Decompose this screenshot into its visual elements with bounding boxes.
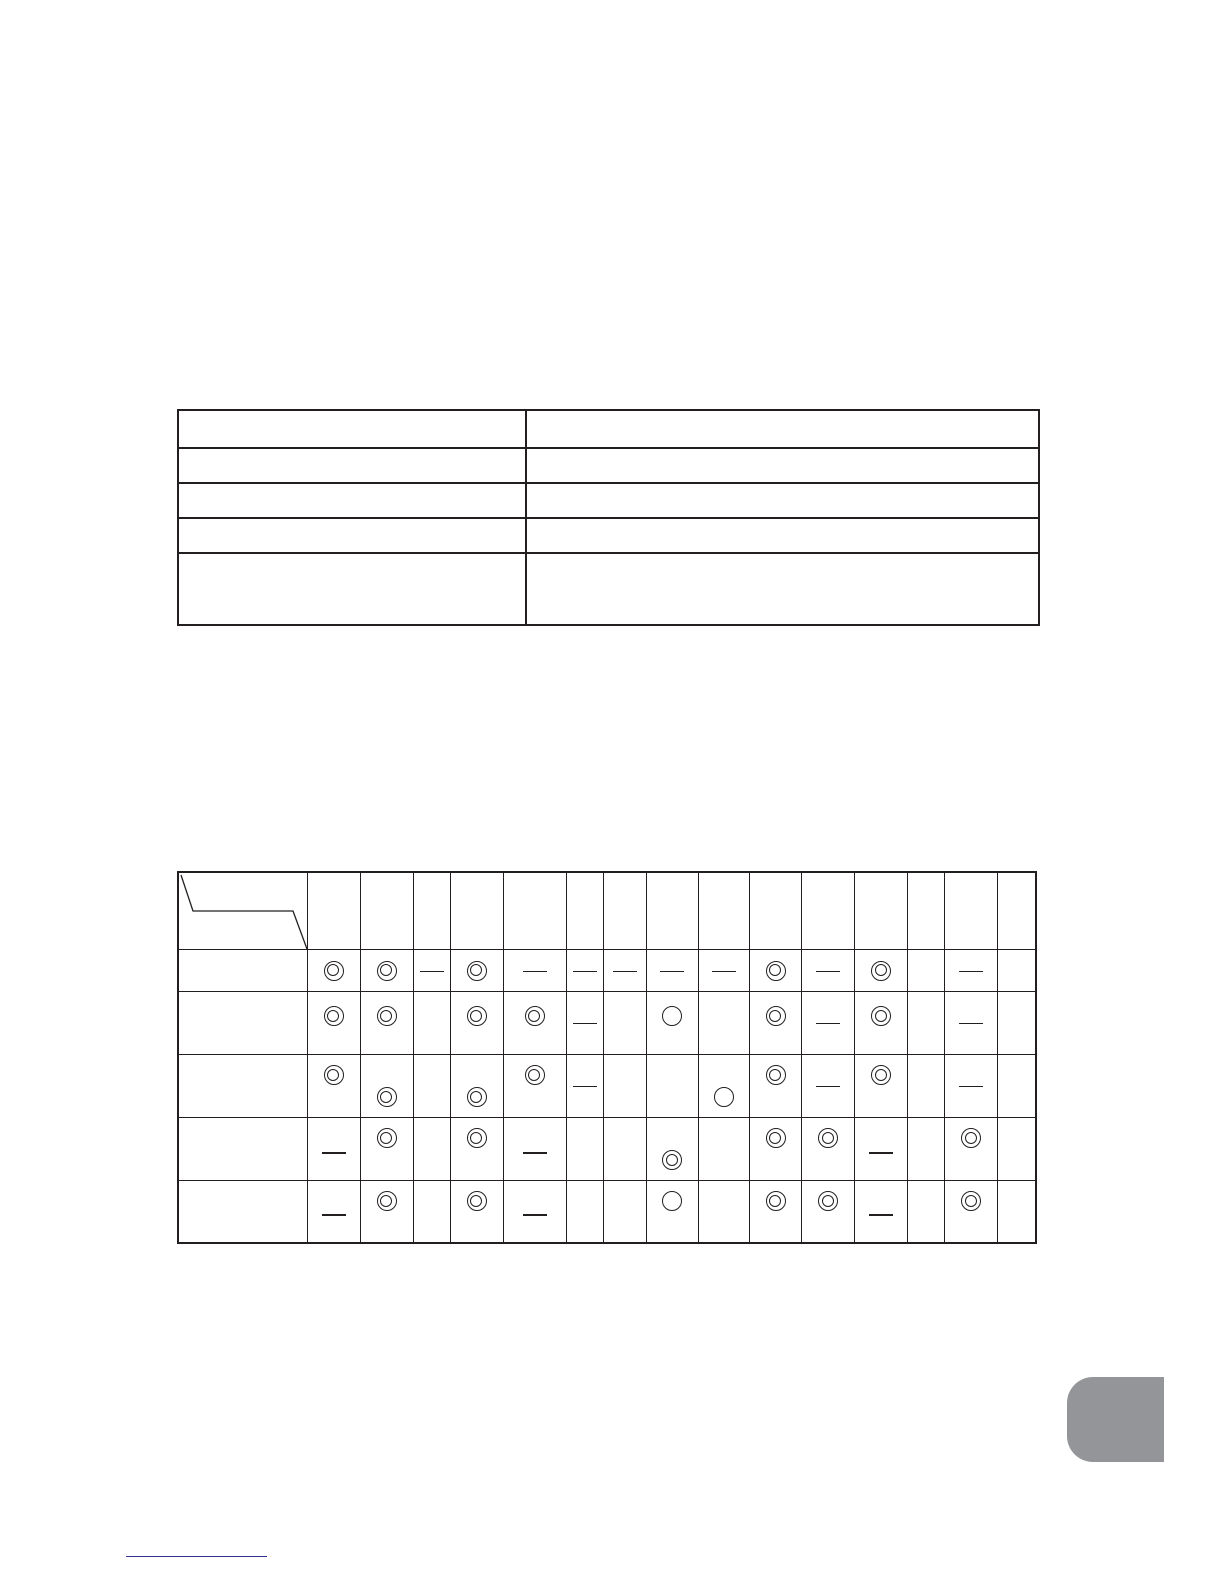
matrix-cell [750, 1055, 802, 1118]
matrix-cell [699, 992, 750, 1055]
spec-row [178, 410, 1039, 448]
double-circle-icon [818, 1191, 838, 1211]
matrix-cell [413, 1118, 450, 1181]
single-circle-icon [714, 1087, 734, 1107]
double-circle-icon [871, 1065, 891, 1085]
matrix-cell [413, 1181, 450, 1244]
matrix-cell [908, 950, 945, 992]
matrix-cell [450, 950, 503, 992]
matrix-cell [699, 1118, 750, 1181]
dash-icon [869, 1214, 893, 1216]
matrix-header-cell [646, 872, 698, 950]
double-circle-icon [467, 1128, 487, 1148]
matrix-cell [503, 950, 566, 992]
spec-row [178, 553, 1039, 625]
spec-label-cell [178, 483, 526, 518]
double-circle-icon [871, 961, 891, 981]
single-circle-icon [662, 1191, 682, 1211]
matrix-cell [307, 1181, 360, 1244]
matrix-cell [855, 1181, 908, 1244]
matrix-cell [699, 950, 750, 992]
matrix-row-label [178, 1181, 307, 1244]
matrix-cell [646, 1118, 698, 1181]
matrix-cell [360, 992, 413, 1055]
matrix-header-cell [503, 872, 566, 950]
matrix-cell [603, 1181, 646, 1244]
dash-icon [573, 1086, 597, 1087]
matrix-cell [802, 1118, 855, 1181]
matrix-cell [945, 1118, 998, 1181]
matrix-cell [360, 1055, 413, 1118]
matrix-row [178, 950, 1036, 992]
matrix-cell [450, 1055, 503, 1118]
dash-icon [869, 1152, 893, 1154]
matrix-cell [503, 1055, 566, 1118]
matrix-cell [945, 992, 998, 1055]
matrix-header-cell [802, 872, 855, 950]
dash-icon [660, 971, 684, 972]
matrix-cell [307, 992, 360, 1055]
matrix-cell [503, 1181, 566, 1244]
matrix-row-label [178, 1055, 307, 1118]
matrix-cell [855, 1118, 908, 1181]
spec-label-cell [178, 448, 526, 483]
matrix-cell [646, 1181, 698, 1244]
matrix-cell [413, 1055, 450, 1118]
compatibility-matrix [177, 871, 1037, 1244]
matrix-row [178, 1055, 1036, 1118]
matrix-cell [566, 1118, 603, 1181]
matrix-header-cell [450, 872, 503, 950]
double-circle-icon [766, 961, 786, 981]
matrix-cell [307, 1118, 360, 1181]
double-circle-icon [467, 1191, 487, 1211]
dash-icon [573, 1023, 597, 1024]
spec-value-cell [526, 518, 1039, 553]
matrix-header-cell [855, 872, 908, 950]
double-circle-icon [961, 1191, 981, 1211]
matrix-cell [603, 1055, 646, 1118]
double-circle-icon [377, 1128, 397, 1148]
matrix-cell [998, 992, 1036, 1055]
double-circle-icon [766, 1191, 786, 1211]
matrix-cell [307, 1055, 360, 1118]
spec-table [177, 409, 1040, 626]
dash-icon [523, 1214, 547, 1216]
double-circle-icon [324, 1006, 344, 1026]
dash-icon [959, 1086, 983, 1087]
matrix-cell [450, 992, 503, 1055]
dash-icon [613, 971, 637, 972]
matrix-header-row [178, 872, 1036, 950]
matrix-corner-cell [178, 872, 307, 950]
matrix-cell [699, 1055, 750, 1118]
dash-icon [712, 971, 736, 972]
matrix-cell [603, 992, 646, 1055]
double-circle-icon [662, 1150, 682, 1170]
double-circle-icon [525, 1065, 545, 1085]
matrix-cell [945, 1181, 998, 1244]
matrix-row [178, 1118, 1036, 1181]
dash-icon [322, 1214, 346, 1216]
matrix-cell [908, 1055, 945, 1118]
matrix-cell [450, 1118, 503, 1181]
double-circle-icon [961, 1128, 981, 1148]
spec-row [178, 448, 1039, 483]
matrix-cell [413, 992, 450, 1055]
double-circle-icon [818, 1128, 838, 1148]
dash-icon [959, 1023, 983, 1024]
matrix-cell [998, 1118, 1036, 1181]
spec-label-cell [178, 553, 526, 625]
matrix-cell [750, 992, 802, 1055]
double-circle-icon [467, 961, 487, 981]
double-circle-icon [467, 1087, 487, 1107]
double-circle-icon [377, 1087, 397, 1107]
spec-value-cell [526, 483, 1039, 518]
matrix-row-label [178, 1118, 307, 1181]
spec-value-cell [526, 553, 1039, 625]
double-circle-icon [377, 1191, 397, 1211]
matrix-cell [307, 950, 360, 992]
dash-icon [523, 971, 547, 972]
double-circle-icon [766, 1128, 786, 1148]
spec-row [178, 518, 1039, 553]
double-circle-icon [525, 1006, 545, 1026]
matrix-cell [360, 1181, 413, 1244]
matrix-row [178, 1181, 1036, 1244]
matrix-cell [855, 992, 908, 1055]
matrix-cell [998, 1055, 1036, 1118]
matrix-cell [998, 1181, 1036, 1244]
matrix-cell [450, 1181, 503, 1244]
matrix-cell [802, 950, 855, 992]
single-circle-icon [662, 1006, 682, 1026]
matrix-cell [945, 1055, 998, 1118]
matrix-header-cell [998, 872, 1036, 950]
dash-icon [322, 1152, 346, 1154]
matrix-cell [503, 1118, 566, 1181]
dash-icon [420, 971, 444, 972]
page-tab [1067, 1377, 1164, 1462]
matrix-row-label [178, 992, 307, 1055]
matrix-cell [566, 950, 603, 992]
matrix-cell [998, 950, 1036, 992]
matrix-cell [802, 1055, 855, 1118]
footer-link-underline[interactable] [126, 1556, 267, 1557]
double-circle-icon [377, 1006, 397, 1026]
matrix-header-cell [360, 872, 413, 950]
matrix-cell [750, 1181, 802, 1244]
matrix-header-cell [699, 872, 750, 950]
matrix-cell [908, 1118, 945, 1181]
double-circle-icon [324, 961, 344, 981]
matrix-header-cell [945, 872, 998, 950]
matrix-header-cell [307, 872, 360, 950]
matrix-cell [566, 1181, 603, 1244]
dash-icon [573, 971, 597, 972]
spec-value-cell [526, 410, 1039, 448]
spec-label-cell [178, 518, 526, 553]
dash-icon [523, 1152, 547, 1154]
dash-icon [816, 971, 840, 972]
double-circle-icon [324, 1065, 344, 1085]
matrix-cell [802, 992, 855, 1055]
matrix-cell [750, 950, 802, 992]
matrix-cell [603, 1118, 646, 1181]
matrix-cell [646, 992, 698, 1055]
dash-icon [816, 1086, 840, 1087]
spec-row [178, 483, 1039, 518]
matrix-header-cell [908, 872, 945, 950]
matrix-cell [908, 992, 945, 1055]
matrix-cell [566, 1055, 603, 1118]
matrix-cell [360, 1118, 413, 1181]
double-circle-icon [871, 1006, 891, 1026]
matrix-header-cell [413, 872, 450, 950]
double-circle-icon [377, 961, 397, 981]
matrix-cell [646, 950, 698, 992]
matrix-cell [603, 950, 646, 992]
matrix-cell [413, 950, 450, 992]
matrix-cell [646, 1055, 698, 1118]
matrix-cell [855, 1055, 908, 1118]
matrix-cell [945, 950, 998, 992]
matrix-cell [855, 950, 908, 992]
matrix-cell [802, 1181, 855, 1244]
matrix-header-cell [566, 872, 603, 950]
double-circle-icon [766, 1065, 786, 1085]
matrix-header-cell [750, 872, 802, 950]
dash-icon [816, 1023, 840, 1024]
matrix-cell [750, 1118, 802, 1181]
spec-value-cell [526, 448, 1039, 483]
matrix-header-cell [603, 872, 646, 950]
matrix-cell [566, 992, 603, 1055]
diagonal-header-lines [179, 873, 308, 949]
double-circle-icon [467, 1006, 487, 1026]
matrix-cell [503, 992, 566, 1055]
matrix-cell [908, 1181, 945, 1244]
dash-icon [959, 971, 983, 972]
matrix-row [178, 992, 1036, 1055]
matrix-cell [360, 950, 413, 992]
matrix-cell [699, 1181, 750, 1244]
matrix-row-label [178, 950, 307, 992]
double-circle-icon [766, 1006, 786, 1026]
spec-label-cell [178, 410, 526, 448]
